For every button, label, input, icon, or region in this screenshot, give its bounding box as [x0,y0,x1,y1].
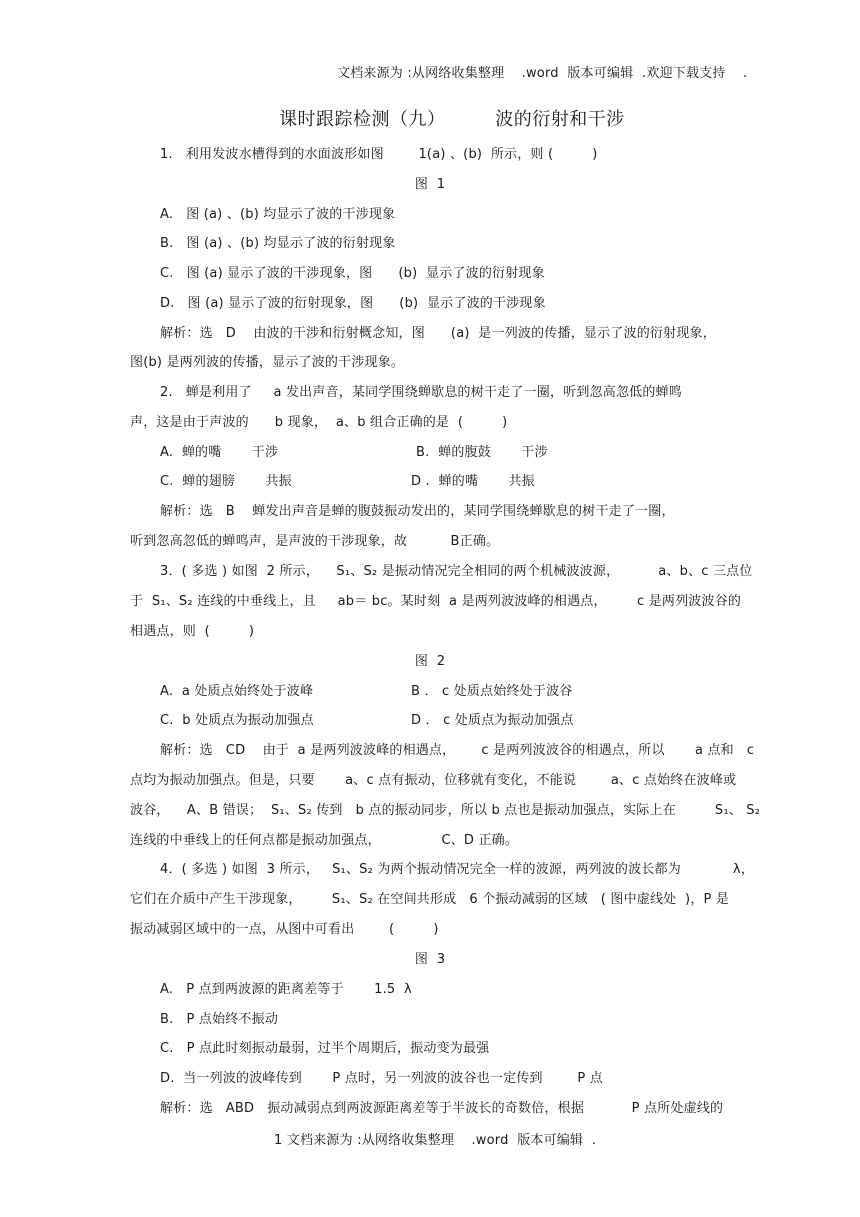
question-3-stem-line-3: 相遇点，则 ( ) [130,624,255,639]
q3-explanation-line-2: 点均为振动加强点。但是，只要 a、c 点有振动，位移就有变化，不能说 a、c 点始终在波峰或 [130,773,737,788]
q3-option-a: A. a 处质点始终处于波峰 [160,684,314,699]
q2-option-b: B. 蝉的腹鼓 干涉 [416,445,548,460]
question-3-stem-line-1: 3．( 多选 ) 如图 2 所示， S₁、S₂ 是振动情况完全相同的两个机械波波源， a、b、c 三点位 [160,564,753,579]
q1-option-c: C. 图 (a) 显示了波的干涉现象，图 (b) 显示了波的衍射现象 [160,266,545,281]
page-title: 课时跟踪检测（九） 波的衍射和干涉 [279,109,625,130]
question-4-stem-line-3: 振动减弱区域中的一点，从图中可看出 ( ) [130,922,439,937]
q2-explanation-line-1: 解析：选 B 蝉发出声音是蝉的腹鼓振动发出的，某同学围绕蝉歇息的树干走了一圈， [160,504,675,519]
figure-2-caption: 图 2 [414,654,446,669]
q4-explanation-line-1: 解析：选 ABD 振动减弱点到两波源距离差等于半波长的奇数倍，根据 P 点所处虚线的 [160,1101,724,1116]
q2-option-c: C. 蝉的翅膀 共振 [160,474,292,489]
q3-option-b: B ． c 处质点始终处于波谷 [411,684,573,699]
q1-explanation-line-1: 解析：选 D 由波的干涉和衍射概念知，图 (a) 是一列波的传播，显示了波的衍射现象， [160,326,716,341]
question-4-stem-line-1: 4．( 多选 ) 如图 3 所示， S₁、S₂ 为两个振动情况完全一样的波源，两列波的波长都为 λ， [160,862,755,877]
q2-option-a: A. 蝉的嘴 干涉 [160,445,279,460]
footer-source-note: 1 文档来源为 :从网络收集整理 .word 版本可编辑 . [274,1133,597,1148]
figure-3-caption: 图 3 [414,952,446,967]
header-source-note: 文档来源为 :从网络收集整理 .word 版本可编辑 .欢迎下载支持 . [337,66,748,81]
q4-option-d: D. 当一列波的波峰传到 P 点时，另一列波的波谷也一定传到 P 点 [160,1071,603,1086]
q2-explanation-line-2: 听到忽高忽低的蝉鸣声，是声波的干涉现象，故 B正确。 [130,534,500,549]
q3-option-d: D ． c 处质点为振动加强点 [411,713,574,728]
q4-option-b: B. P 点始终不振动 [160,1012,279,1027]
q3-option-c: C. b 处质点为振动加强点 [160,713,314,728]
question-1-stem: 1. 利用发波水槽得到的水面波形如图 1(a) 、(b) 所示，则 ( ) [160,147,598,162]
q1-option-d: D. 图 (a) 显示了波的衍射现象，图 (b) 显示了波的干涉现象 [160,296,546,311]
q1-option-b: B. 图 (a) 、(b) 均显示了波的衍射现象 [160,236,396,251]
q3-explanation-line-4: 连线的中垂线上的任何点都是振动加强点， C、D 正确。 [130,833,519,848]
q2-option-d: D . 蝉的嘴 共振 [411,474,535,489]
question-3-stem-line-2: 于 S₁、S₂ 连线的中垂线上，且 ab＝ bc。某时刻 a 是两列波波峰的相遇点， c 是两列波波谷的 [130,594,742,609]
q1-option-a: A. 图 (a) 、(b) 均显示了波的干涉现象 [160,207,396,222]
q4-option-a: A. P 点到两波源的距离差等于 1.5 λ [160,982,412,997]
question-2-stem-line-1: 2. 蝉是利用了 a 发出声音，某同学围绕蝉歇息的树干走了一圈，听到忽高忽低的蝉鸣 [160,385,682,400]
question-2-stem-line-2: 声，这是由于声波的 b 现象， a、b 组合正确的是 ( ) [130,415,508,430]
figure-1-caption: 图 1 [414,177,446,192]
question-4-stem-line-2: 它们在介质中产生干涉现象， S₁、S₂ 在空间共形成 6 个振动减弱的区域 ( 图中虚线处 )，P 是 [130,892,730,907]
q3-explanation-line-1: 解析：选 CD 由于 a 是两列波波峰的相遇点， c 是两列波波谷的相遇点，所以 a 点和 c [160,743,755,758]
q1-explanation-line-2: 图(b) 是两列波的传播，显示了波的干涉现象。 [130,355,405,370]
q4-option-c: C. P 点此时刻振动最弱，过半个周期后，振动变为最强 [160,1041,490,1056]
q3-explanation-line-3: 波谷， A、B 错误； S₁、S₂ 传到 b 点的振动同步，所以 b 点也是振动加强点，实际上在 S₁、 S₂ [130,803,761,818]
